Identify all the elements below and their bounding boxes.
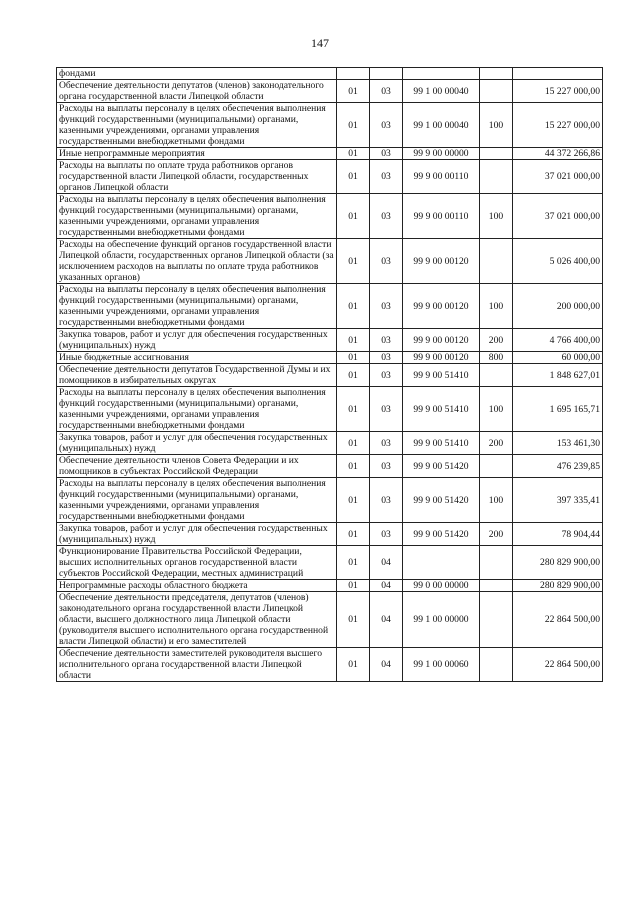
amount-cell: 1 695 165,71 [513, 387, 603, 432]
expense-type-code-cell [480, 648, 513, 682]
target-article-code-cell [403, 68, 480, 80]
expense-type-code-cell [480, 580, 513, 592]
expense-type-code-cell: 100 [480, 103, 513, 148]
target-article-code-cell: 99 9 00 51410 [403, 432, 480, 455]
table-row [57, 148, 603, 160]
amount-cell: 200 000,00 [513, 284, 603, 329]
row-name-cell: Закупка товаров, работ и услуг для обеспечения государственных (муниципальных) нужд [57, 432, 337, 455]
table-row [57, 523, 603, 546]
section-code-cell: 01 [337, 329, 370, 352]
expense-type-code-cell [480, 546, 513, 580]
target-article-code-cell [403, 546, 480, 580]
target-article-code-cell: 99 1 00 00040 [403, 80, 480, 103]
amount-cell: 397 335,41 [513, 478, 603, 523]
subsection-code-cell: 04 [370, 648, 403, 682]
subsection-code-cell: 03 [370, 523, 403, 546]
row-name-cell: Иные бюджетные ассигнования [57, 352, 337, 364]
table-row [57, 103, 603, 148]
target-article-code-cell: 99 1 00 00060 [403, 648, 480, 682]
target-article-code-cell: 99 9 00 51420 [403, 455, 480, 478]
section-code-cell: 01 [337, 148, 370, 160]
table-row [57, 478, 603, 523]
amount-cell: 280 829 900,00 [513, 580, 603, 592]
amount-cell: 476 239,85 [513, 455, 603, 478]
subsection-code-cell: 03 [370, 148, 403, 160]
subsection-code-cell: 03 [370, 478, 403, 523]
subsection-code-cell: 03 [370, 194, 403, 239]
table-row [57, 80, 603, 103]
row-name-cell: Обеспечение деятельности председателя, депутатов (членов) законодательного органа государственной власти Липецкой области, высшего должностного лица Липецкой области (руководителя высшего исполнительного органа государственной власти Липецкой области) и его заместителей [57, 592, 337, 648]
section-code-cell: 01 [337, 648, 370, 682]
expense-type-code-cell [480, 239, 513, 284]
row-name-cell: Расходы на обеспечение функций органов государственной власти Липецкой области, государственных органов Липецкой области (за исключением расходов на выплаты по оплате труда работников указанных органов) [57, 239, 337, 284]
section-code-cell [337, 68, 370, 80]
table-row [57, 648, 603, 682]
expense-type-code-cell: 100 [480, 194, 513, 239]
section-code-cell: 01 [337, 194, 370, 239]
row-name-cell: Расходы на выплаты персоналу в целях обеспечения выполнения функций государственными (муниципальными) органами, казенными учреждениями, органами управления государственными внебюджетными фондами [57, 284, 337, 329]
row-name-cell: Расходы на выплаты персоналу в целях обеспечения выполнения функций государственными (муниципальными) органами, казенными учреждениями, органами управления государственными внебюджетными фондами [57, 103, 337, 148]
amount-cell: 22 864 500,00 [513, 648, 603, 682]
target-article-code-cell: 99 9 00 00120 [403, 352, 480, 364]
table-row [57, 329, 603, 352]
row-name-cell: Обеспечение деятельности депутатов (членов) законодательного органа государственной власти Липецкой области [57, 80, 337, 103]
amount-cell: 15 227 000,00 [513, 80, 603, 103]
row-name-cell: Расходы на выплаты по оплате труда работников органов государственной власти Липецкой области, государственных органов Липецкой области [57, 160, 337, 194]
amount-cell: 37 021 000,00 [513, 194, 603, 239]
amount-cell: 5 026 400,00 [513, 239, 603, 284]
subsection-code-cell: 03 [370, 103, 403, 148]
target-article-code-cell: 99 9 00 51420 [403, 478, 480, 523]
target-article-code-cell: 99 9 00 00120 [403, 284, 480, 329]
subsection-code-cell: 03 [370, 352, 403, 364]
row-name-cell: Закупка товаров, работ и услуг для обеспечения государственных (муниципальных) нужд [57, 329, 337, 352]
row-name-cell: Обеспечение деятельности членов Совета Федерации и их помощников в субъектах Российской Федерации [57, 455, 337, 478]
subsection-code-cell: 03 [370, 329, 403, 352]
section-code-cell: 01 [337, 80, 370, 103]
subsection-code-cell [370, 68, 403, 80]
row-name-cell: Иные непрограммные мероприятия [57, 148, 337, 160]
expense-type-code-cell: 200 [480, 329, 513, 352]
target-article-code-cell: 99 1 00 00040 [403, 103, 480, 148]
subsection-code-cell: 03 [370, 432, 403, 455]
amount-cell: 153 461,30 [513, 432, 603, 455]
subsection-code-cell: 03 [370, 284, 403, 329]
target-article-code-cell: 99 9 00 00000 [403, 148, 480, 160]
row-name-cell: Непрограммные расходы областного бюджета [57, 580, 337, 592]
expense-type-code-cell [480, 148, 513, 160]
expense-type-code-cell [480, 364, 513, 387]
row-name-cell: Обеспечение деятельности заместителей руководителя высшего исполнительного органа государственной власти Липецкой области [57, 648, 337, 682]
amount-cell: 37 021 000,00 [513, 160, 603, 194]
row-name-cell: Обеспечение деятельности депутатов Государственной Думы и их помощников в избирательных округах [57, 364, 337, 387]
row-name-cell: фондами [57, 68, 337, 80]
table-row [57, 364, 603, 387]
budget-table-body [57, 68, 603, 682]
amount-cell: 15 227 000,00 [513, 103, 603, 148]
section-code-cell: 01 [337, 387, 370, 432]
amount-cell: 60 000,00 [513, 352, 603, 364]
section-code-cell: 01 [337, 580, 370, 592]
row-name-cell: Функционирование Правительства Российской Федерации, высших исполнительных органов государственной власти субъектов Российской Федерации, местных администраций [57, 546, 337, 580]
subsection-code-cell: 04 [370, 546, 403, 580]
expense-type-code-cell [480, 592, 513, 648]
row-name-cell: Расходы на выплаты персоналу в целях обеспечения выполнения функций государственными (муниципальными) органами, казенными учреждениями, органами управления государственными внебюджетными фондами [57, 387, 337, 432]
amount-cell: 44 372 266,86 [513, 148, 603, 160]
expense-type-code-cell: 100 [480, 478, 513, 523]
table-row [57, 592, 603, 648]
expense-type-code-cell: 100 [480, 387, 513, 432]
target-article-code-cell: 99 9 00 51420 [403, 523, 480, 546]
amount-cell: 4 766 400,00 [513, 329, 603, 352]
row-name-cell: Расходы на выплаты персоналу в целях обеспечения выполнения функций государственными (муниципальными) органами, казенными учреждениями, органами управления государственными внебюджетными фондами [57, 478, 337, 523]
expense-type-code-cell [480, 160, 513, 194]
amount-cell: 1 848 627,01 [513, 364, 603, 387]
subsection-code-cell: 04 [370, 580, 403, 592]
table-row [57, 580, 603, 592]
table-row [57, 352, 603, 364]
expense-type-code-cell [480, 80, 513, 103]
section-code-cell: 01 [337, 592, 370, 648]
section-code-cell: 01 [337, 239, 370, 284]
amount-cell [513, 68, 603, 80]
table-row [57, 432, 603, 455]
subsection-code-cell: 03 [370, 160, 403, 194]
expense-type-code-cell: 200 [480, 432, 513, 455]
target-article-code-cell: 99 9 00 51410 [403, 387, 480, 432]
expense-type-code-cell: 100 [480, 284, 513, 329]
section-code-cell: 01 [337, 352, 370, 364]
target-article-code-cell: 99 1 00 00000 [403, 592, 480, 648]
expense-type-code-cell: 200 [480, 523, 513, 546]
section-code-cell: 01 [337, 546, 370, 580]
subsection-code-cell: 03 [370, 80, 403, 103]
row-name-cell: Расходы на выплаты персоналу в целях обеспечения выполнения функций государственными (муниципальными) органами, казенными учреждениями, органами управления государственными внебюджетными фондами [57, 194, 337, 239]
budget-table [56, 67, 603, 682]
target-article-code-cell: 99 0 00 00000 [403, 580, 480, 592]
target-article-code-cell: 99 9 00 00120 [403, 329, 480, 352]
expense-type-code-cell: 800 [480, 352, 513, 364]
expense-type-code-cell [480, 455, 513, 478]
subsection-code-cell: 03 [370, 387, 403, 432]
expense-type-code-cell [480, 68, 513, 80]
subsection-code-cell: 03 [370, 455, 403, 478]
amount-cell: 22 864 500,00 [513, 592, 603, 648]
section-code-cell: 01 [337, 364, 370, 387]
table-row [57, 387, 603, 432]
section-code-cell: 01 [337, 478, 370, 523]
amount-cell: 78 904,44 [513, 523, 603, 546]
table-row [57, 284, 603, 329]
table-row [57, 160, 603, 194]
target-article-code-cell: 99 9 00 00110 [403, 160, 480, 194]
subsection-code-cell: 04 [370, 592, 403, 648]
section-code-cell: 01 [337, 432, 370, 455]
subsection-code-cell: 03 [370, 239, 403, 284]
section-code-cell: 01 [337, 455, 370, 478]
section-code-cell: 01 [337, 284, 370, 329]
section-code-cell: 01 [337, 103, 370, 148]
target-article-code-cell: 99 9 00 00120 [403, 239, 480, 284]
table-row [57, 239, 603, 284]
target-article-code-cell: 99 9 00 51410 [403, 364, 480, 387]
table-row [57, 546, 603, 580]
subsection-code-cell: 03 [370, 364, 403, 387]
section-code-cell: 01 [337, 523, 370, 546]
page-number: 147 [311, 36, 329, 50]
target-article-code-cell: 99 9 00 00110 [403, 194, 480, 239]
section-code-cell: 01 [337, 160, 370, 194]
row-name-cell: Закупка товаров, работ и услуг для обеспечения государственных (муниципальных) нужд [57, 523, 337, 546]
amount-cell: 280 829 900,00 [513, 546, 603, 580]
table-row [57, 194, 603, 239]
table-row [57, 455, 603, 478]
table-row [57, 68, 603, 80]
